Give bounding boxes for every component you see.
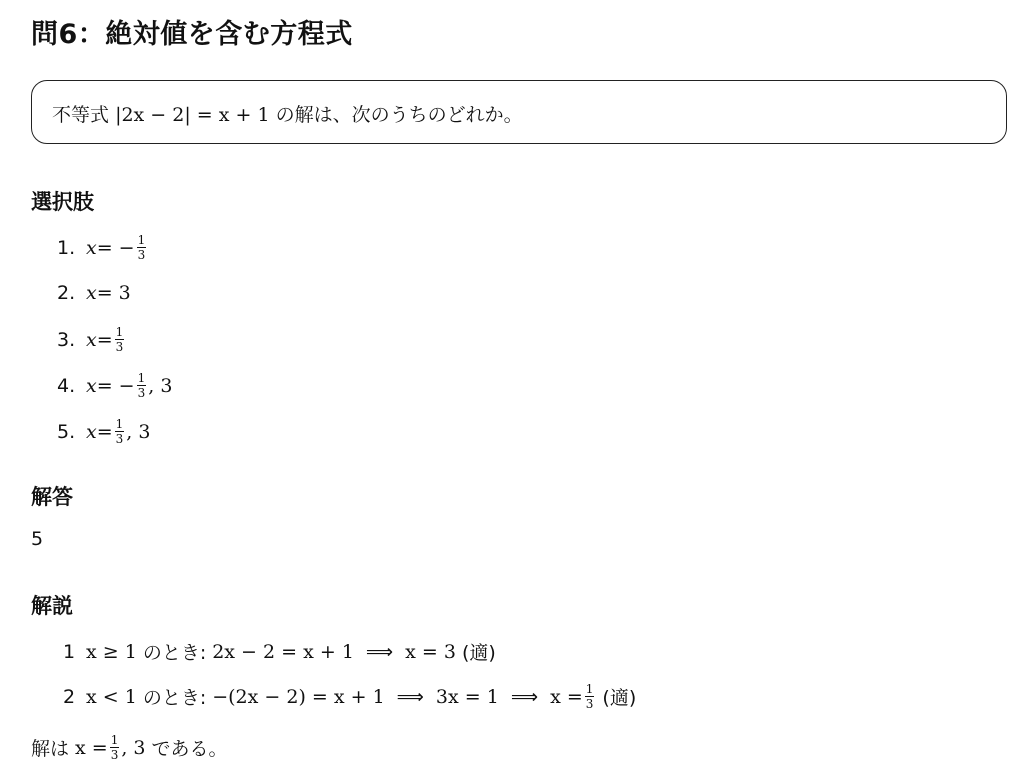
choice-item[interactable] (57, 418, 150, 445)
choice-number: 4. (57, 374, 76, 397)
choice-tail: , 3 (126, 420, 151, 443)
answer-heading: 解答 (31, 485, 73, 509)
choice-fraction (115, 418, 125, 445)
implies-arrow: ⟹ (365, 640, 394, 663)
choice-item[interactable] (57, 282, 131, 304)
step-result: x = 3 (405, 640, 456, 663)
step-number: 2 (63, 685, 76, 708)
choices-heading: 選択肢 (31, 190, 94, 214)
step-number: 1 (63, 640, 76, 663)
step-equation: −(2x − 2) = x + 1 (212, 685, 385, 708)
choice-tail: , 3 (148, 374, 173, 397)
step-when: のとき: (142, 687, 207, 709)
conclusion-prefix: 解は (31, 738, 70, 760)
step-result-final: x = (550, 685, 583, 708)
question-text (52, 100, 523, 127)
choice-eq: = − (96, 374, 135, 397)
choice-lhs: x (86, 328, 97, 351)
choice-number: 3. (57, 328, 76, 351)
step-verdict: (適) (461, 642, 496, 664)
step-verdict: (適) (602, 687, 637, 709)
fraction-numerator: 1 (137, 371, 146, 385)
fraction-numerator: 1 (110, 733, 119, 747)
step-fraction (585, 683, 595, 710)
choice-number: 1. (57, 236, 76, 259)
step-when: のとき: (142, 642, 207, 664)
step-result: 3x = 1 (435, 685, 499, 708)
step-equation: 2x − 2 = x + 1 (212, 640, 354, 663)
choice-eq: = − (96, 236, 135, 259)
fraction-denominator: 3 (115, 340, 124, 354)
choice-item[interactable] (57, 372, 172, 399)
question-equation: |2x − 2| = x + 1 (115, 104, 270, 126)
choice-eq: = (96, 328, 113, 351)
choice-item[interactable] (57, 326, 126, 353)
choice-lhs: x (86, 236, 97, 259)
choice-fraction (137, 234, 147, 261)
question-suffix: の解は、次のうちのどれか。 (275, 104, 523, 126)
fraction-numerator: 1 (115, 325, 124, 339)
conclusion-lhs: x = (75, 736, 108, 759)
choice-number: 2. (57, 282, 76, 304)
conclusion-suffix: である。 (151, 738, 228, 760)
step-condition: x < 1 (86, 685, 137, 708)
fraction-denominator: 3 (115, 432, 124, 446)
choice-lhs: x (86, 420, 97, 443)
choice-eq: = (96, 420, 113, 443)
fraction-numerator: 1 (115, 417, 124, 431)
choice-lhs: x (86, 282, 97, 304)
conclusion-tail: , 3 (121, 736, 146, 759)
explanation-step (63, 638, 496, 665)
conclusion (31, 734, 228, 761)
page-title: 問6：絶対値を含む方程式 (31, 19, 353, 50)
step-condition: x ≥ 1 (86, 640, 137, 663)
fraction-denominator: 3 (137, 248, 146, 262)
answer-value: 5 (31, 528, 44, 550)
question-prefix: 不等式 (52, 104, 110, 126)
fraction-denominator: 3 (110, 748, 119, 762)
implies-arrow: ⟹ (510, 685, 539, 708)
choice-item[interactable] (57, 234, 148, 261)
fraction-numerator: 1 (137, 233, 146, 247)
choice-lhs: x (86, 374, 97, 397)
fraction-denominator: 3 (585, 697, 594, 711)
explanation-heading: 解説 (31, 594, 73, 618)
fraction-denominator: 3 (137, 386, 146, 400)
question-box (31, 80, 1007, 144)
choice-fraction (115, 326, 125, 353)
implies-arrow: ⟹ (396, 685, 424, 708)
choice-number: 5. (57, 420, 76, 443)
choice-eq: = 3 (96, 282, 131, 304)
conclusion-fraction (110, 734, 120, 761)
fraction-numerator: 1 (585, 682, 594, 696)
choice-fraction (137, 372, 147, 399)
explanation-step (63, 683, 636, 710)
